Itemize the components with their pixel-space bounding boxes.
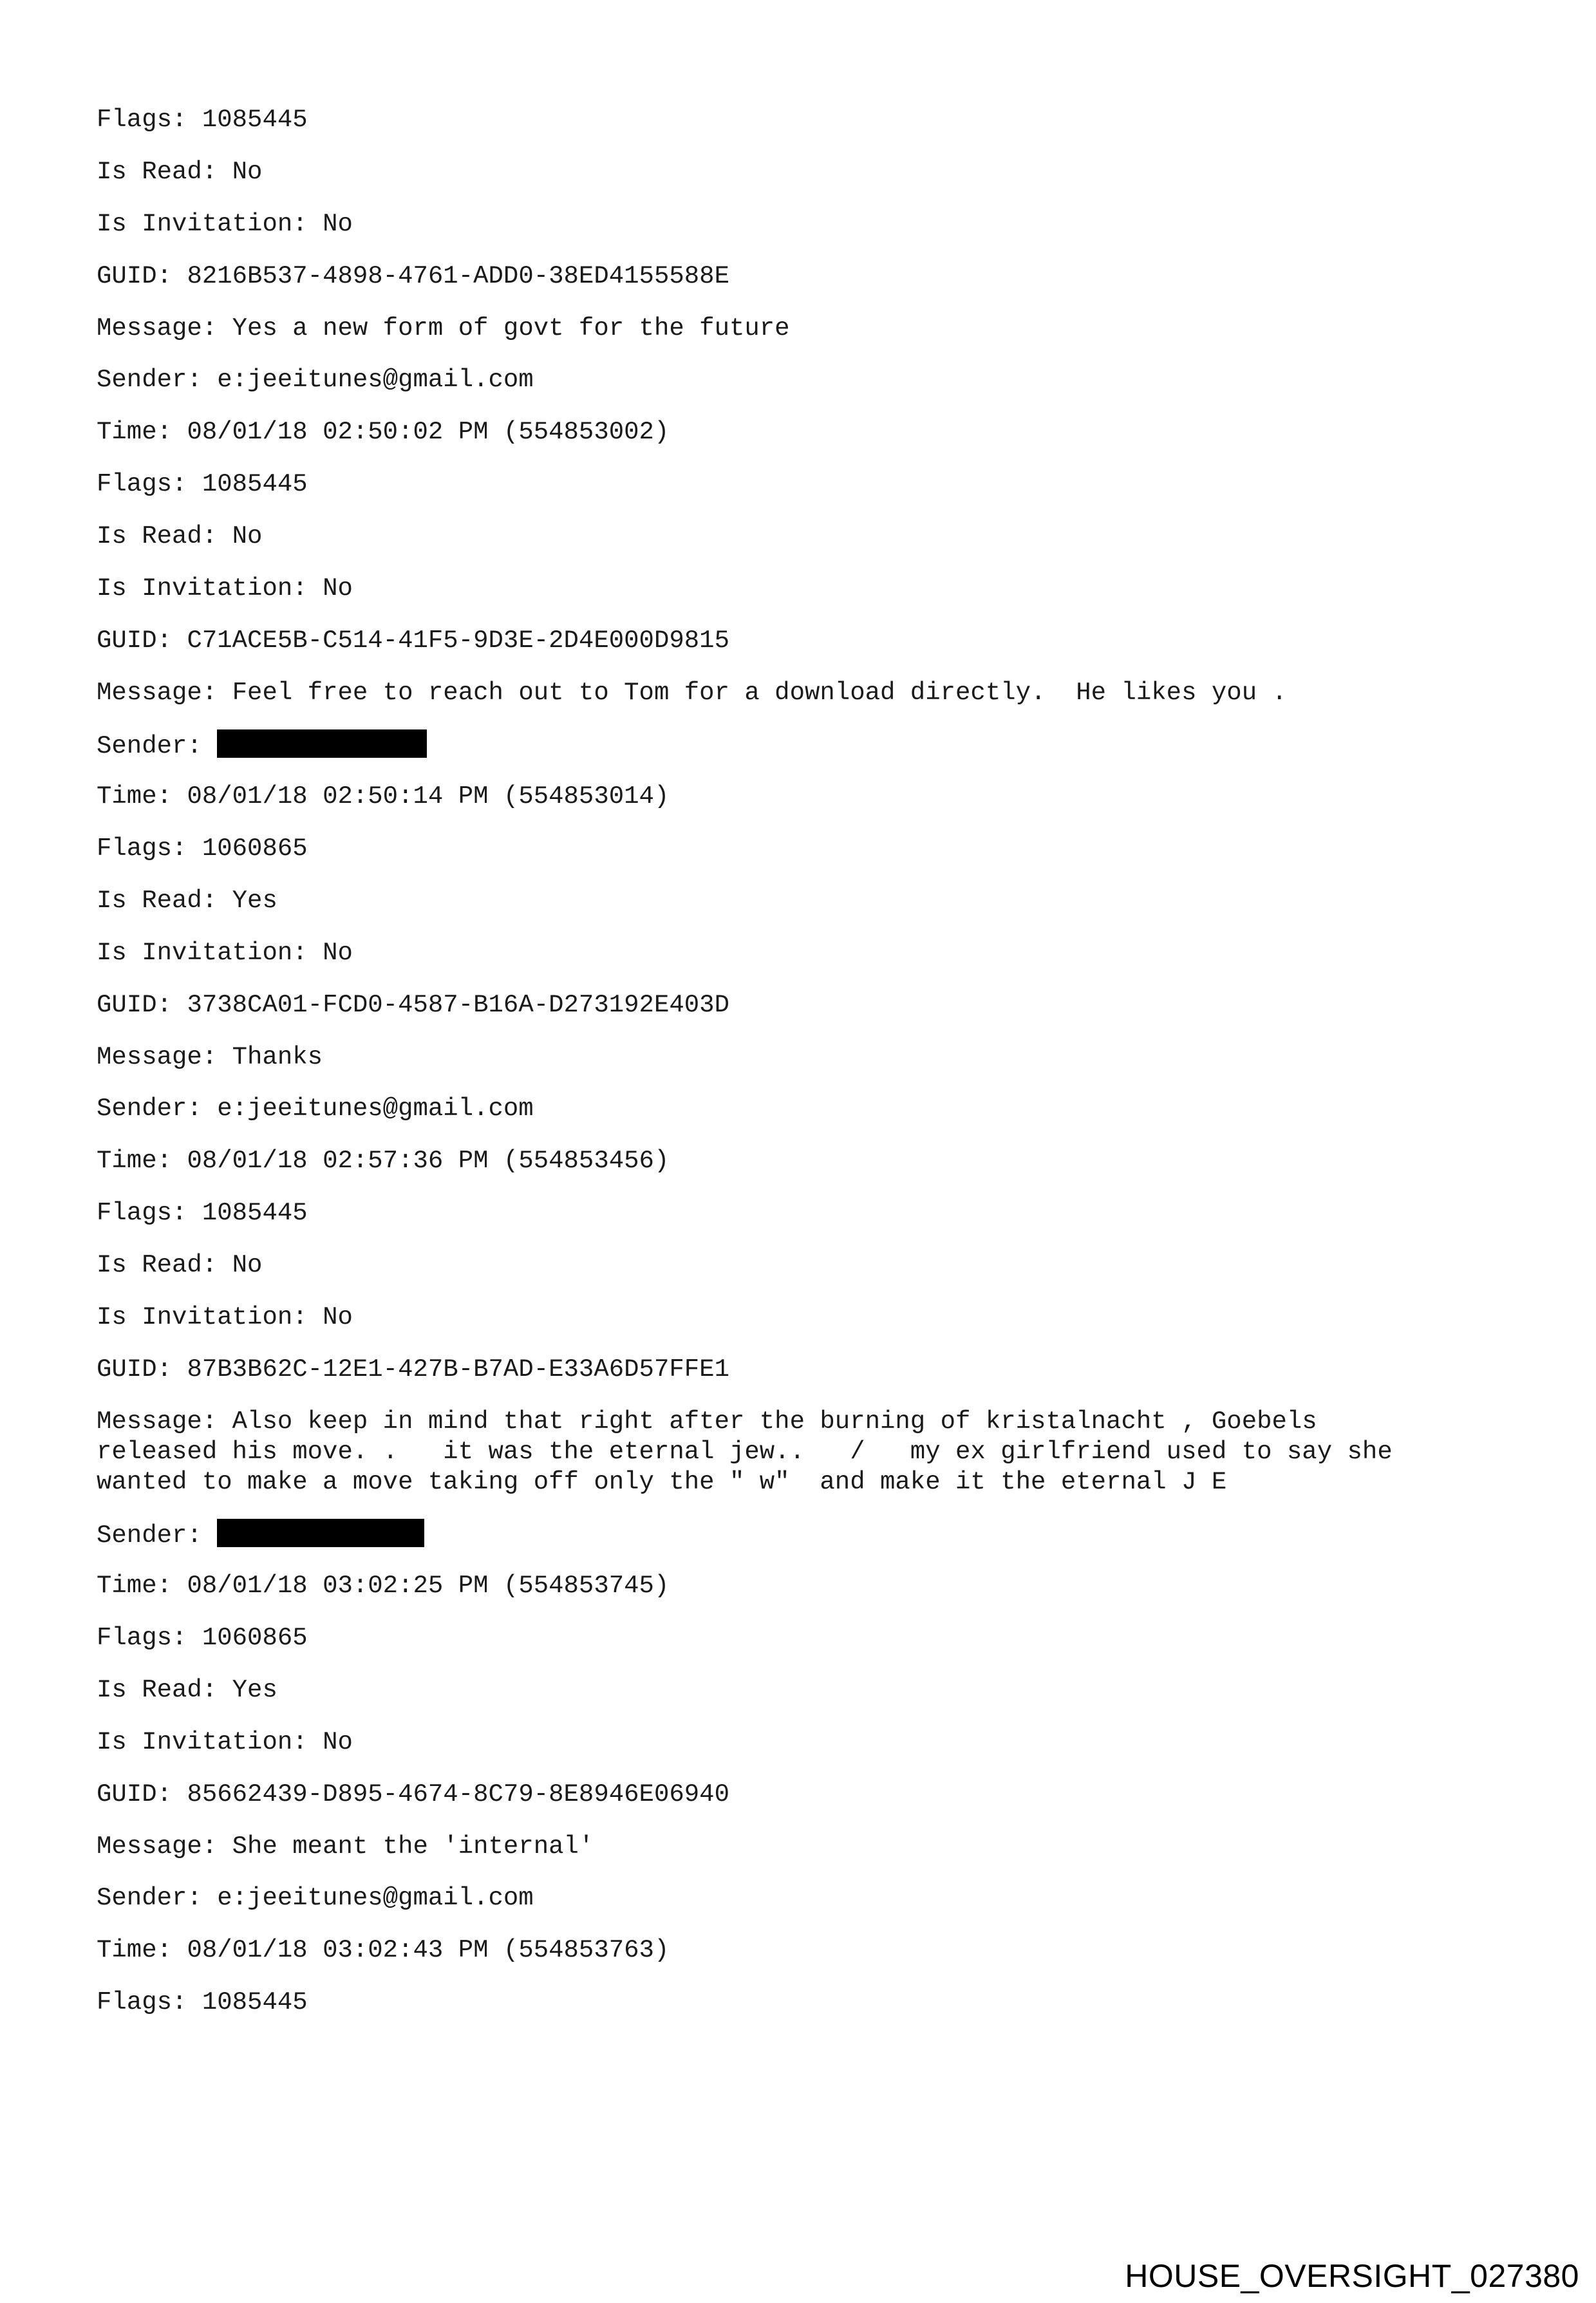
message-record xyxy=(97,1519,1513,1862)
is-invitation-value: No xyxy=(323,1728,353,1756)
flags-label: Flags: xyxy=(97,470,202,498)
guid-line xyxy=(97,626,1513,656)
is-read-label: Is Read: xyxy=(97,158,232,186)
redaction-box xyxy=(217,1519,424,1547)
guid-label: GUID: xyxy=(97,626,187,655)
flags-value: 1085445 xyxy=(202,1988,308,2016)
is-read-line xyxy=(97,1250,1513,1281)
guid-value: 87B3B62C-12E1-427B-B7AD-E33A6D57FFE1 xyxy=(187,1355,729,1384)
time-line xyxy=(97,1146,1513,1176)
guid-label: GUID: xyxy=(97,1780,187,1809)
time-line xyxy=(97,1935,1513,1966)
guid-value: 3738CA01-FCD0-4587-B16A-D273192E403D xyxy=(187,991,729,1019)
message-line xyxy=(97,678,1513,708)
flags-value: 1060865 xyxy=(202,834,308,863)
is-read-line xyxy=(97,886,1513,916)
guid-value: 85662439-D895-4674-8C79-8E8946E06940 xyxy=(187,1780,729,1809)
message-record-continued xyxy=(97,105,1513,344)
message-line xyxy=(97,314,1513,344)
is-invitation-line xyxy=(97,938,1513,968)
flags-label: Flags: xyxy=(97,834,202,863)
sender-label: Sender: xyxy=(97,1521,218,1550)
flags-line xyxy=(97,1988,1513,2018)
guid-label: GUID: xyxy=(97,991,187,1019)
guid-value: C71ACE5B-C514-41F5-9D3E-2D4E000D9815 xyxy=(187,626,729,655)
time-line xyxy=(97,1571,1513,1601)
sender-line xyxy=(97,1094,1513,1124)
guid-label: GUID: xyxy=(97,262,187,290)
is-read-value: No xyxy=(232,158,263,186)
is-read-line xyxy=(97,157,1513,187)
is-invitation-label: Is Invitation: xyxy=(97,1728,323,1756)
message-log xyxy=(97,105,1513,2040)
flags-line xyxy=(97,1623,1513,1653)
time-value: 08/01/18 02:57:36 PM (554853456) xyxy=(187,1147,670,1175)
sender-line xyxy=(97,1883,1513,1913)
guid-value: 8216B537-4898-4761-ADD0-38ED4155588E xyxy=(187,262,729,290)
sender-value: e:jeeitunes@gmail.com xyxy=(217,1884,534,1912)
is-invitation-value: No xyxy=(323,939,353,967)
is-read-line xyxy=(97,522,1513,552)
message-record xyxy=(97,729,1513,1073)
is-invitation-label: Is Invitation: xyxy=(97,939,323,967)
sender-label: Sender: xyxy=(97,1884,218,1912)
is-read-value: Yes xyxy=(232,887,277,915)
guid-label: GUID: xyxy=(97,1355,187,1384)
sender-line xyxy=(97,365,1513,395)
time-label: Time: xyxy=(97,1936,187,1964)
guid-line xyxy=(97,1780,1513,1810)
message-record xyxy=(97,1094,1513,1498)
time-line xyxy=(97,417,1513,447)
flags-label: Flags: xyxy=(97,1988,202,2016)
is-read-value: Yes xyxy=(232,1676,277,1704)
message-record xyxy=(97,1883,1513,2018)
flags-label: Flags: xyxy=(97,106,202,134)
is-read-line xyxy=(97,1675,1513,1706)
is-read-value: No xyxy=(232,522,263,550)
time-line xyxy=(97,782,1513,812)
time-value: 08/01/18 03:02:43 PM (554853763) xyxy=(187,1936,670,1964)
flags-line xyxy=(97,834,1513,864)
sender-line xyxy=(97,1519,1513,1549)
flags-label: Flags: xyxy=(97,1199,202,1227)
message-label: Message: xyxy=(97,1832,232,1861)
time-label: Time: xyxy=(97,1572,187,1600)
sender-label: Sender: xyxy=(97,732,218,760)
message-line xyxy=(97,1407,1513,1498)
guid-line xyxy=(97,261,1513,292)
flags-value: 1085445 xyxy=(202,106,308,134)
flags-value: 1085445 xyxy=(202,470,308,498)
time-value: 08/01/18 03:02:25 PM (554853745) xyxy=(187,1572,670,1600)
sender-label: Sender: xyxy=(97,366,218,394)
sender-line xyxy=(97,729,1513,760)
time-value: 08/01/18 02:50:02 PM (554853002) xyxy=(187,418,670,446)
message-value: Feel free to reach out to Tom for a download directly. He likes you . xyxy=(232,679,1287,707)
message-label: Message: xyxy=(97,1043,232,1071)
guid-line xyxy=(97,990,1513,1020)
message-value: Thanks xyxy=(232,1043,323,1071)
is-invitation-label: Is Invitation: xyxy=(97,574,323,603)
is-invitation-line xyxy=(97,1302,1513,1333)
message-label: Message: xyxy=(97,679,232,707)
flags-line xyxy=(97,105,1513,135)
message-record xyxy=(97,365,1513,708)
sender-value: e:jeeitunes@gmail.com xyxy=(217,366,534,394)
time-value: 08/01/18 02:50:14 PM (554853014) xyxy=(187,782,670,811)
flags-value: 1060865 xyxy=(202,1624,308,1652)
time-label: Time: xyxy=(97,1147,187,1175)
is-invitation-label: Is Invitation: xyxy=(97,210,323,238)
time-label: Time: xyxy=(97,418,187,446)
is-read-label: Is Read: xyxy=(97,522,232,550)
is-read-label: Is Read: xyxy=(97,1251,232,1279)
flags-line xyxy=(97,1198,1513,1228)
message-value: Also keep in mind that right after the burning of kristalnacht , Goebels released his move. . it was the eternal jew.. / my ex girlfriend used to say she wanted to make a move taking off only the " w" and make it the eternal J E xyxy=(97,1407,1393,1496)
flags-value: 1085445 xyxy=(202,1199,308,1227)
is-read-value: No xyxy=(232,1251,263,1279)
is-read-label: Is Read: xyxy=(97,1676,232,1704)
is-invitation-label: Is Invitation: xyxy=(97,1303,323,1331)
is-read-label: Is Read: xyxy=(97,887,232,915)
flags-line xyxy=(97,469,1513,500)
flags-label: Flags: xyxy=(97,1624,202,1652)
time-label: Time: xyxy=(97,782,187,811)
sender-label: Sender: xyxy=(97,1095,218,1123)
message-value: She meant the 'internal' xyxy=(232,1832,594,1861)
is-invitation-value: No xyxy=(323,210,353,238)
message-label: Message: xyxy=(97,1407,232,1436)
message-line xyxy=(97,1832,1513,1862)
is-invitation-line xyxy=(97,1727,1513,1758)
message-value: Yes a new form of govt for the future xyxy=(232,314,790,343)
sender-value: e:jeeitunes@gmail.com xyxy=(217,1095,534,1123)
is-invitation-value: No xyxy=(323,1303,353,1331)
is-invitation-line xyxy=(97,574,1513,604)
message-line xyxy=(97,1042,1513,1073)
is-invitation-line xyxy=(97,209,1513,240)
bates-number: HOUSE_OVERSIGHT_027380 xyxy=(1125,2258,1579,2294)
guid-line xyxy=(97,1355,1513,1385)
is-invitation-value: No xyxy=(323,574,353,603)
message-label: Message: xyxy=(97,314,232,343)
redaction-box xyxy=(217,729,427,758)
